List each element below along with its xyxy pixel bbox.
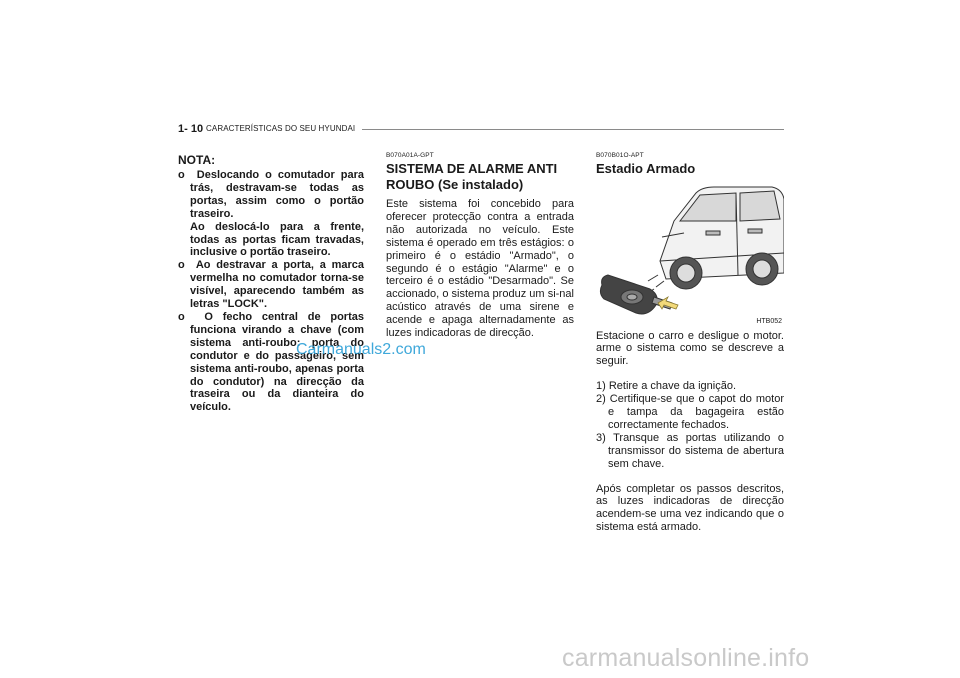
note-text: O fecho central de portas funciona virando a chave (com sistema anti-roubo: porta do condutor e do passageiro, sem sistema anti-roubo, apenas porta do condutor) na direcção da traseira ou da dianteira do veículo. <box>190 310 364 414</box>
middle-column <box>386 150 574 340</box>
note-bullet: o <box>178 310 185 323</box>
left-column <box>178 150 364 414</box>
note-bullet: o <box>178 169 185 181</box>
note-bullet: o <box>178 259 185 272</box>
section-body: Este sistema foi concebido para oferecer protecção contra a entrada não autorizada no veículo. Este sistema é operado em três estágios: o primeiro é o estádio "Armado", o segundo é o estágio "Alarme" e o terceiro é o estádio "Desarmado". Se accionado, o sistema produz um si-nal acústico através de uma sirene e acende e apaga alternadamente as luzes indicadoras de direcção. <box>386 198 574 340</box>
note-heading: NOTA: <box>178 153 216 167</box>
right-column <box>596 150 784 534</box>
watermark-link[interactable]: Carmanuals2.com <box>296 341 426 358</box>
note-item <box>178 169 364 259</box>
step-item: 2) Certifique-se que o capot do motor e tampa da bagageira estão correctamente fechados. <box>596 393 784 431</box>
page-number: 1- 10 <box>178 123 204 135</box>
chapter-title: CARACTERÍSTICAS DO SEU HYUNDAI <box>206 124 356 133</box>
note-continuation: Ao deslocá-lo para a frente, todas as portas ficam travadas, inclusive o portão traseiro. <box>190 220 364 259</box>
section-code: B070B01O-APT <box>596 152 644 159</box>
figure-code: HTB052 <box>756 317 782 325</box>
note-text: Deslocando o comutador para trás, destravam-se todas as portas, assim como o portão traseiro. <box>190 169 364 220</box>
header-rule <box>362 129 784 130</box>
page-header <box>178 123 784 137</box>
step-item: 1) Retire a chave da ignição. <box>596 380 737 393</box>
closing-text: Após completar os passos descritos, as luzes indicadoras de direcção acendem-se uma vez indicando que o sistema está armado. <box>596 482 784 534</box>
car-key-drawing <box>596 181 784 327</box>
note-item <box>178 259 364 311</box>
step-list <box>596 380 784 470</box>
intro-text: Estacione o carro e desligue o motor. arme o sistema como se descreve a seguir. <box>596 329 784 368</box>
section-title: SISTEMA DE ALARME ANTI ROUBO (Se instalado) <box>386 161 558 192</box>
note-list <box>178 169 364 414</box>
step-item: 3) Transque as portas utilizando o transmissor do sistema de abertura sem chave. <box>596 431 784 470</box>
section-code: B070A01A-GPT <box>386 152 434 159</box>
watermark-footer: carmanualsonline.info <box>562 644 810 672</box>
note-item <box>178 311 364 414</box>
note-text: Ao destravar a porta, a marca vermelha no comutador torna-se visível, aparecendo também as letras "LOCK". <box>190 259 364 311</box>
car-key-illustration <box>596 181 784 327</box>
section-title: Estadio Armado <box>596 161 696 176</box>
